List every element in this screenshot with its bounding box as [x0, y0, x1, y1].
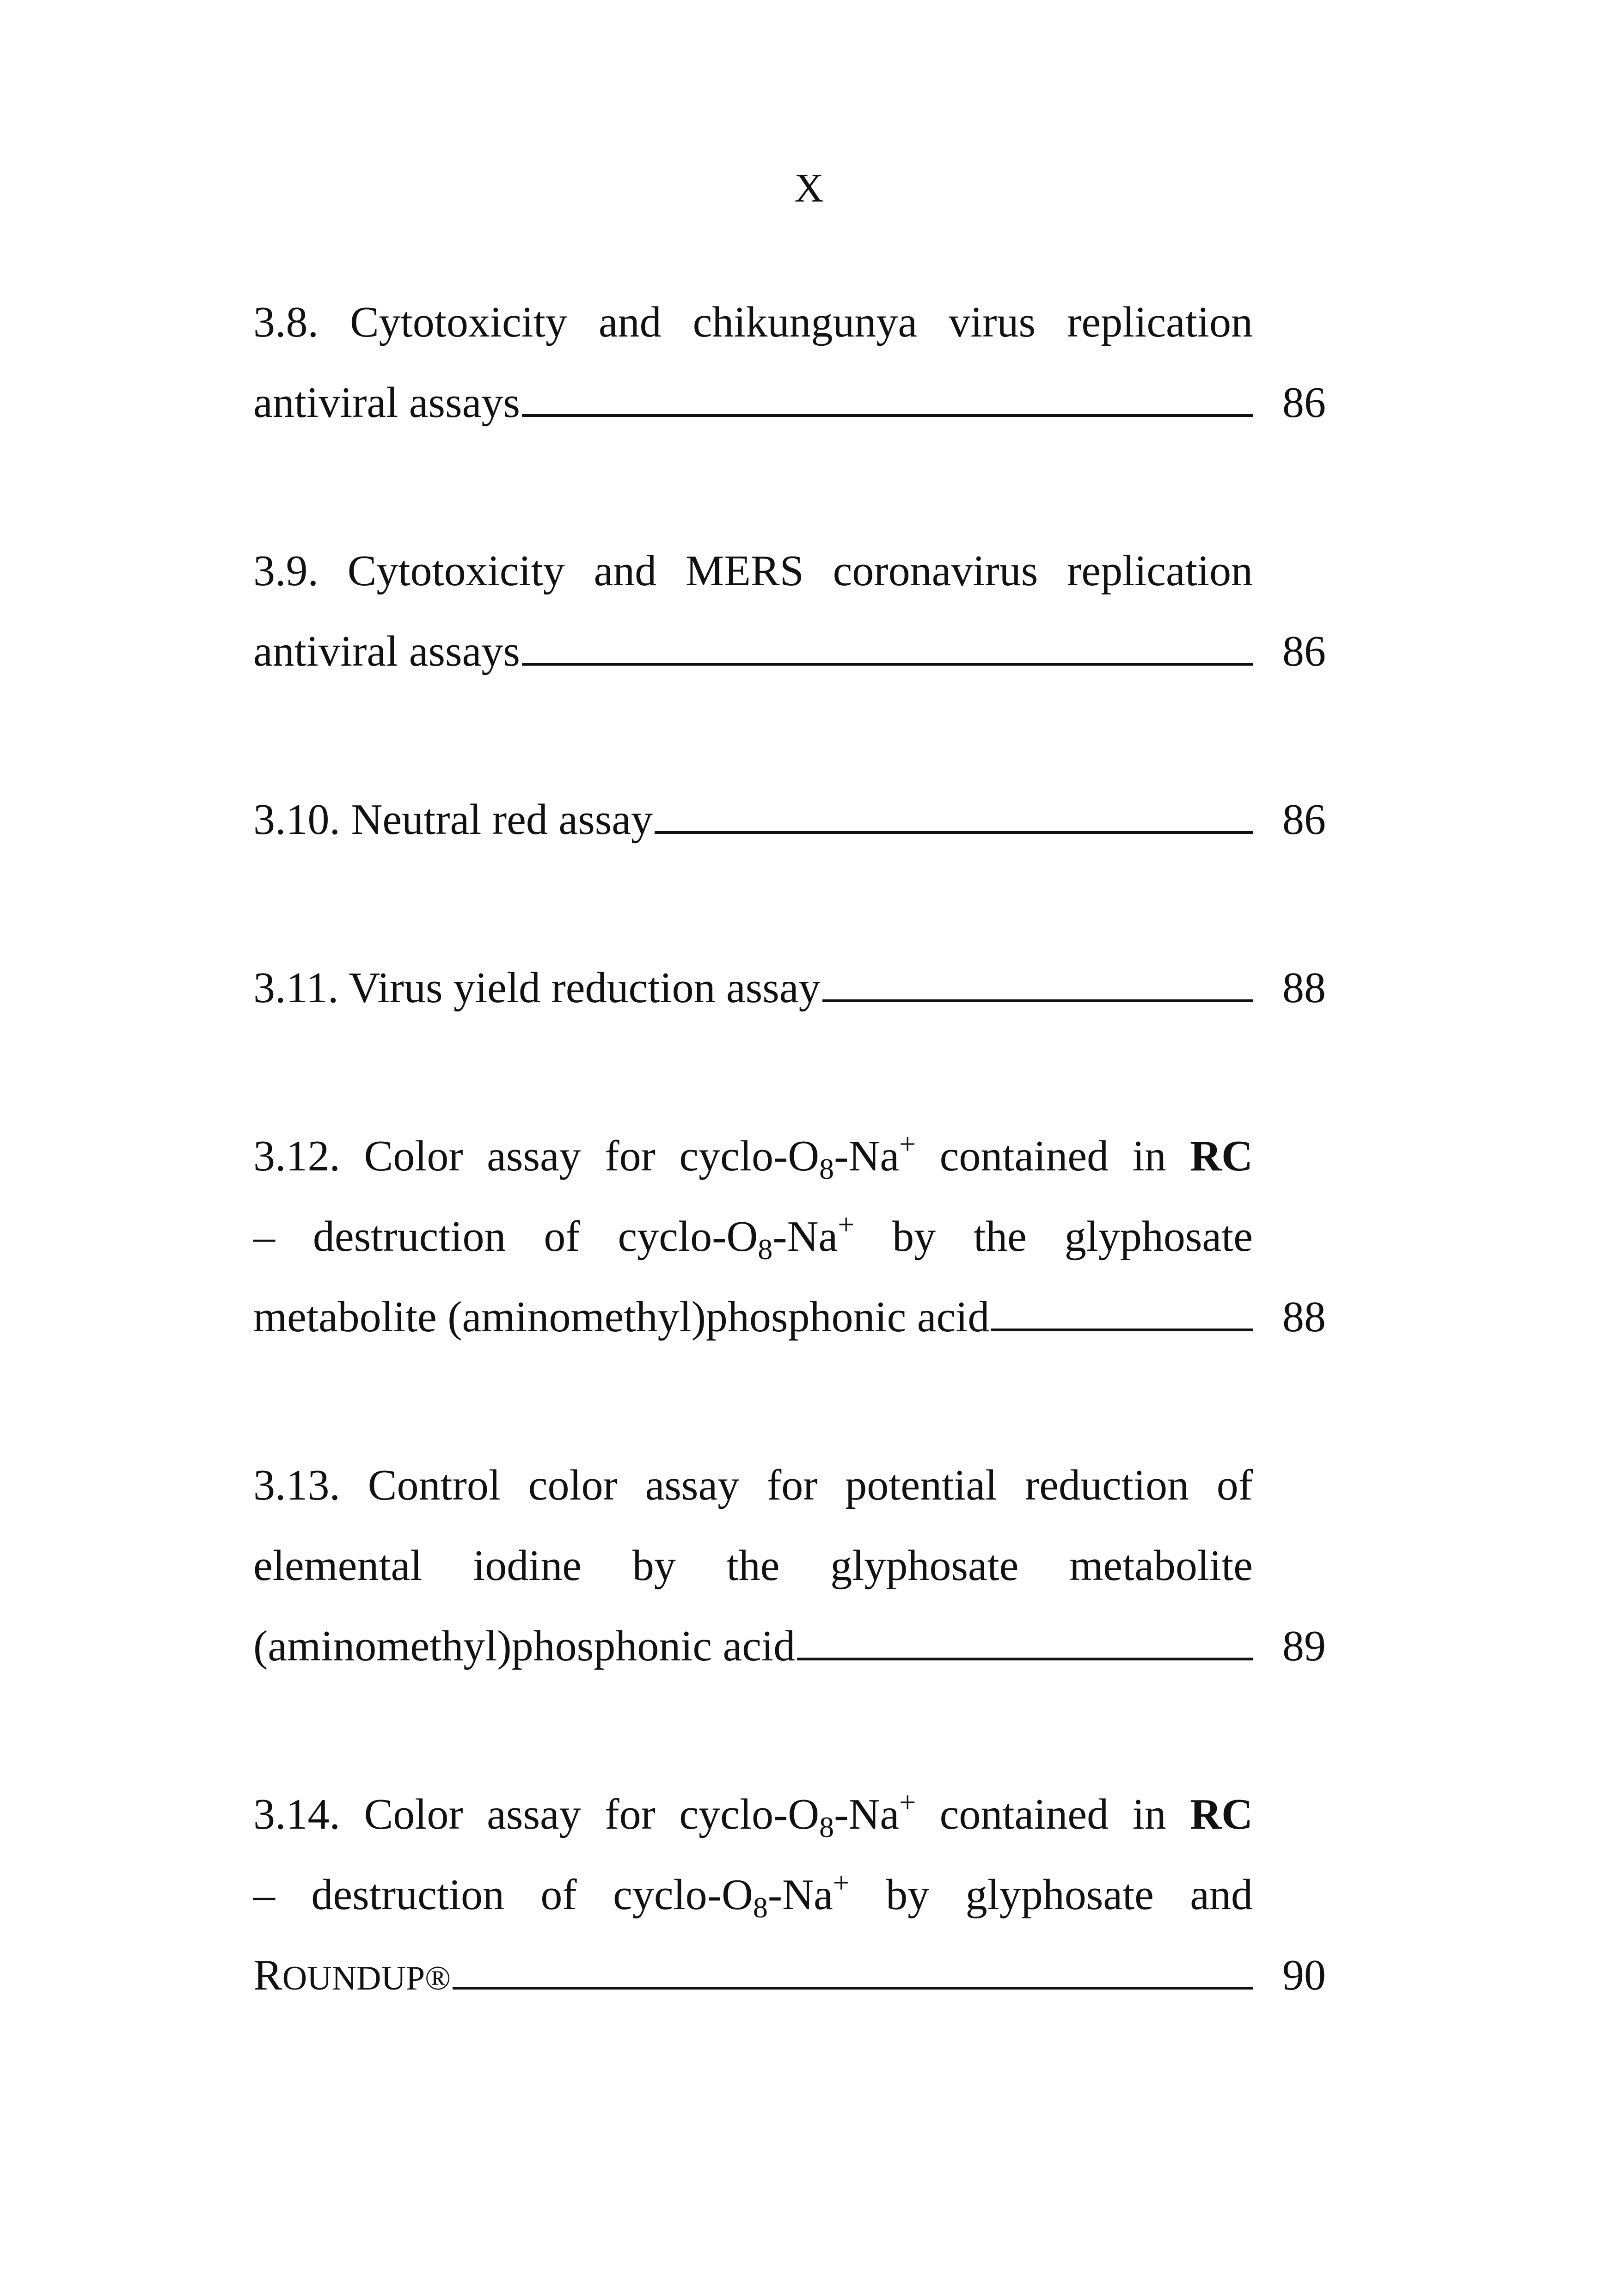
- toc-entry-3-8[interactable]: [253, 282, 1326, 443]
- subscript: 8: [819, 1811, 834, 1843]
- toc-entry-3-10[interactable]: [253, 779, 1326, 860]
- superscript: +: [899, 1127, 916, 1160]
- toc-entry-title-line: 3.8. Cytotoxicity and chikungunya virus replication: [253, 298, 1253, 346]
- dot-leader: [991, 1277, 1253, 1331]
- small-caps-initial: R: [253, 1951, 282, 1999]
- dot-leader: [522, 362, 1253, 417]
- toc-entry-title-line: [253, 779, 1253, 860]
- text-run: 3.14. Color assay for cyclo-O: [253, 1790, 820, 1838]
- text-run: – destruction of cyclo-O: [253, 1212, 758, 1261]
- toc-page-number: 86: [1282, 379, 1326, 427]
- page-number: X: [794, 166, 824, 211]
- toc-entry-title-line: [253, 611, 1253, 692]
- toc-entry-3-13[interactable]: [253, 1445, 1326, 1686]
- subscript: 8: [758, 1233, 773, 1266]
- toc-entry-title-line: 3.9. Cytotoxicity and MERS coronavirus replication: [253, 547, 1253, 595]
- dot-leader: [797, 1606, 1253, 1660]
- toc-entry-title-end: 3.10. Neutral red assay: [253, 796, 653, 844]
- superscript: +: [899, 1786, 916, 1818]
- bold-abbreviation: RC: [1190, 1132, 1253, 1180]
- text-run: -Na: [767, 1871, 833, 1919]
- text-run: by the glyphosate: [854, 1212, 1253, 1261]
- text-run: -Na: [834, 1132, 900, 1180]
- toc-entry-title-line: [253, 1116, 1253, 1196]
- toc-page-number: 88: [1282, 964, 1326, 1012]
- toc-entry-title-end: 3.11. Virus yield reduction assay: [253, 964, 821, 1012]
- text-run: contained in: [916, 1132, 1190, 1180]
- bold-abbreviation: RC: [1190, 1790, 1253, 1838]
- toc-entry-title-line: [253, 1855, 1253, 1935]
- toc-entry-title-line: [253, 1277, 1253, 1357]
- toc-entry-3-14[interactable]: [253, 1774, 1326, 2015]
- superscript: +: [833, 1866, 850, 1899]
- toc-page-number: 88: [1282, 1293, 1326, 1341]
- small-caps-rest: OUNDUP®: [282, 1959, 451, 1997]
- dot-leader: [522, 611, 1253, 666]
- toc-entry-title-line: [253, 1196, 1253, 1277]
- toc-entry-title-end: antiviral assays: [253, 627, 520, 675]
- toc-entry-3-12[interactable]: [253, 1116, 1326, 1357]
- text-run: -Na: [834, 1790, 900, 1838]
- toc-entry-title-line: [253, 1774, 1253, 1855]
- dot-leader: [655, 779, 1253, 834]
- text-run: -Na: [772, 1212, 838, 1261]
- toc-page-number: 90: [1282, 1951, 1326, 1999]
- text-run: – destruction of cyclo-O: [253, 1871, 753, 1919]
- toc-entry-title-end: metabolite (aminomethyl)phosphonic acid: [253, 1293, 990, 1341]
- toc-entry-3-9[interactable]: [253, 531, 1326, 692]
- toc-page-number: 86: [1282, 796, 1326, 844]
- toc-page-number: 86: [1282, 627, 1326, 675]
- dot-leader: [822, 948, 1253, 1002]
- toc-entry-title-line: [253, 362, 1253, 443]
- text-run: 3.12. Color assay for cyclo-O: [253, 1132, 820, 1180]
- text-run: by glyphosate and: [849, 1871, 1253, 1919]
- toc-entry-title-line: elemental iodine by the glyphosate metabolite: [253, 1542, 1253, 1590]
- toc-entry-title-line: [253, 1606, 1253, 1686]
- toc-entry-title-end: [253, 1935, 451, 2019]
- subscript: 8: [753, 1891, 768, 1924]
- subscript: 8: [819, 1152, 834, 1185]
- toc-entry-title-line: [253, 1935, 1253, 2015]
- toc-entry-3-11[interactable]: [253, 948, 1326, 1028]
- toc-entry-title-end: antiviral assays: [253, 379, 520, 427]
- table-of-contents: [253, 282, 1326, 2103]
- toc-page-number: 89: [1282, 1622, 1326, 1670]
- toc-entry-title-line: [253, 948, 1253, 1028]
- text-run: contained in: [916, 1790, 1190, 1838]
- dot-leader: [453, 1935, 1253, 1990]
- toc-entry-title-line: 3.13. Control color assay for potential reduction of: [253, 1461, 1253, 1509]
- superscript: +: [838, 1208, 855, 1241]
- toc-entry-title-end: (aminomethyl)phosphonic acid: [253, 1622, 796, 1670]
